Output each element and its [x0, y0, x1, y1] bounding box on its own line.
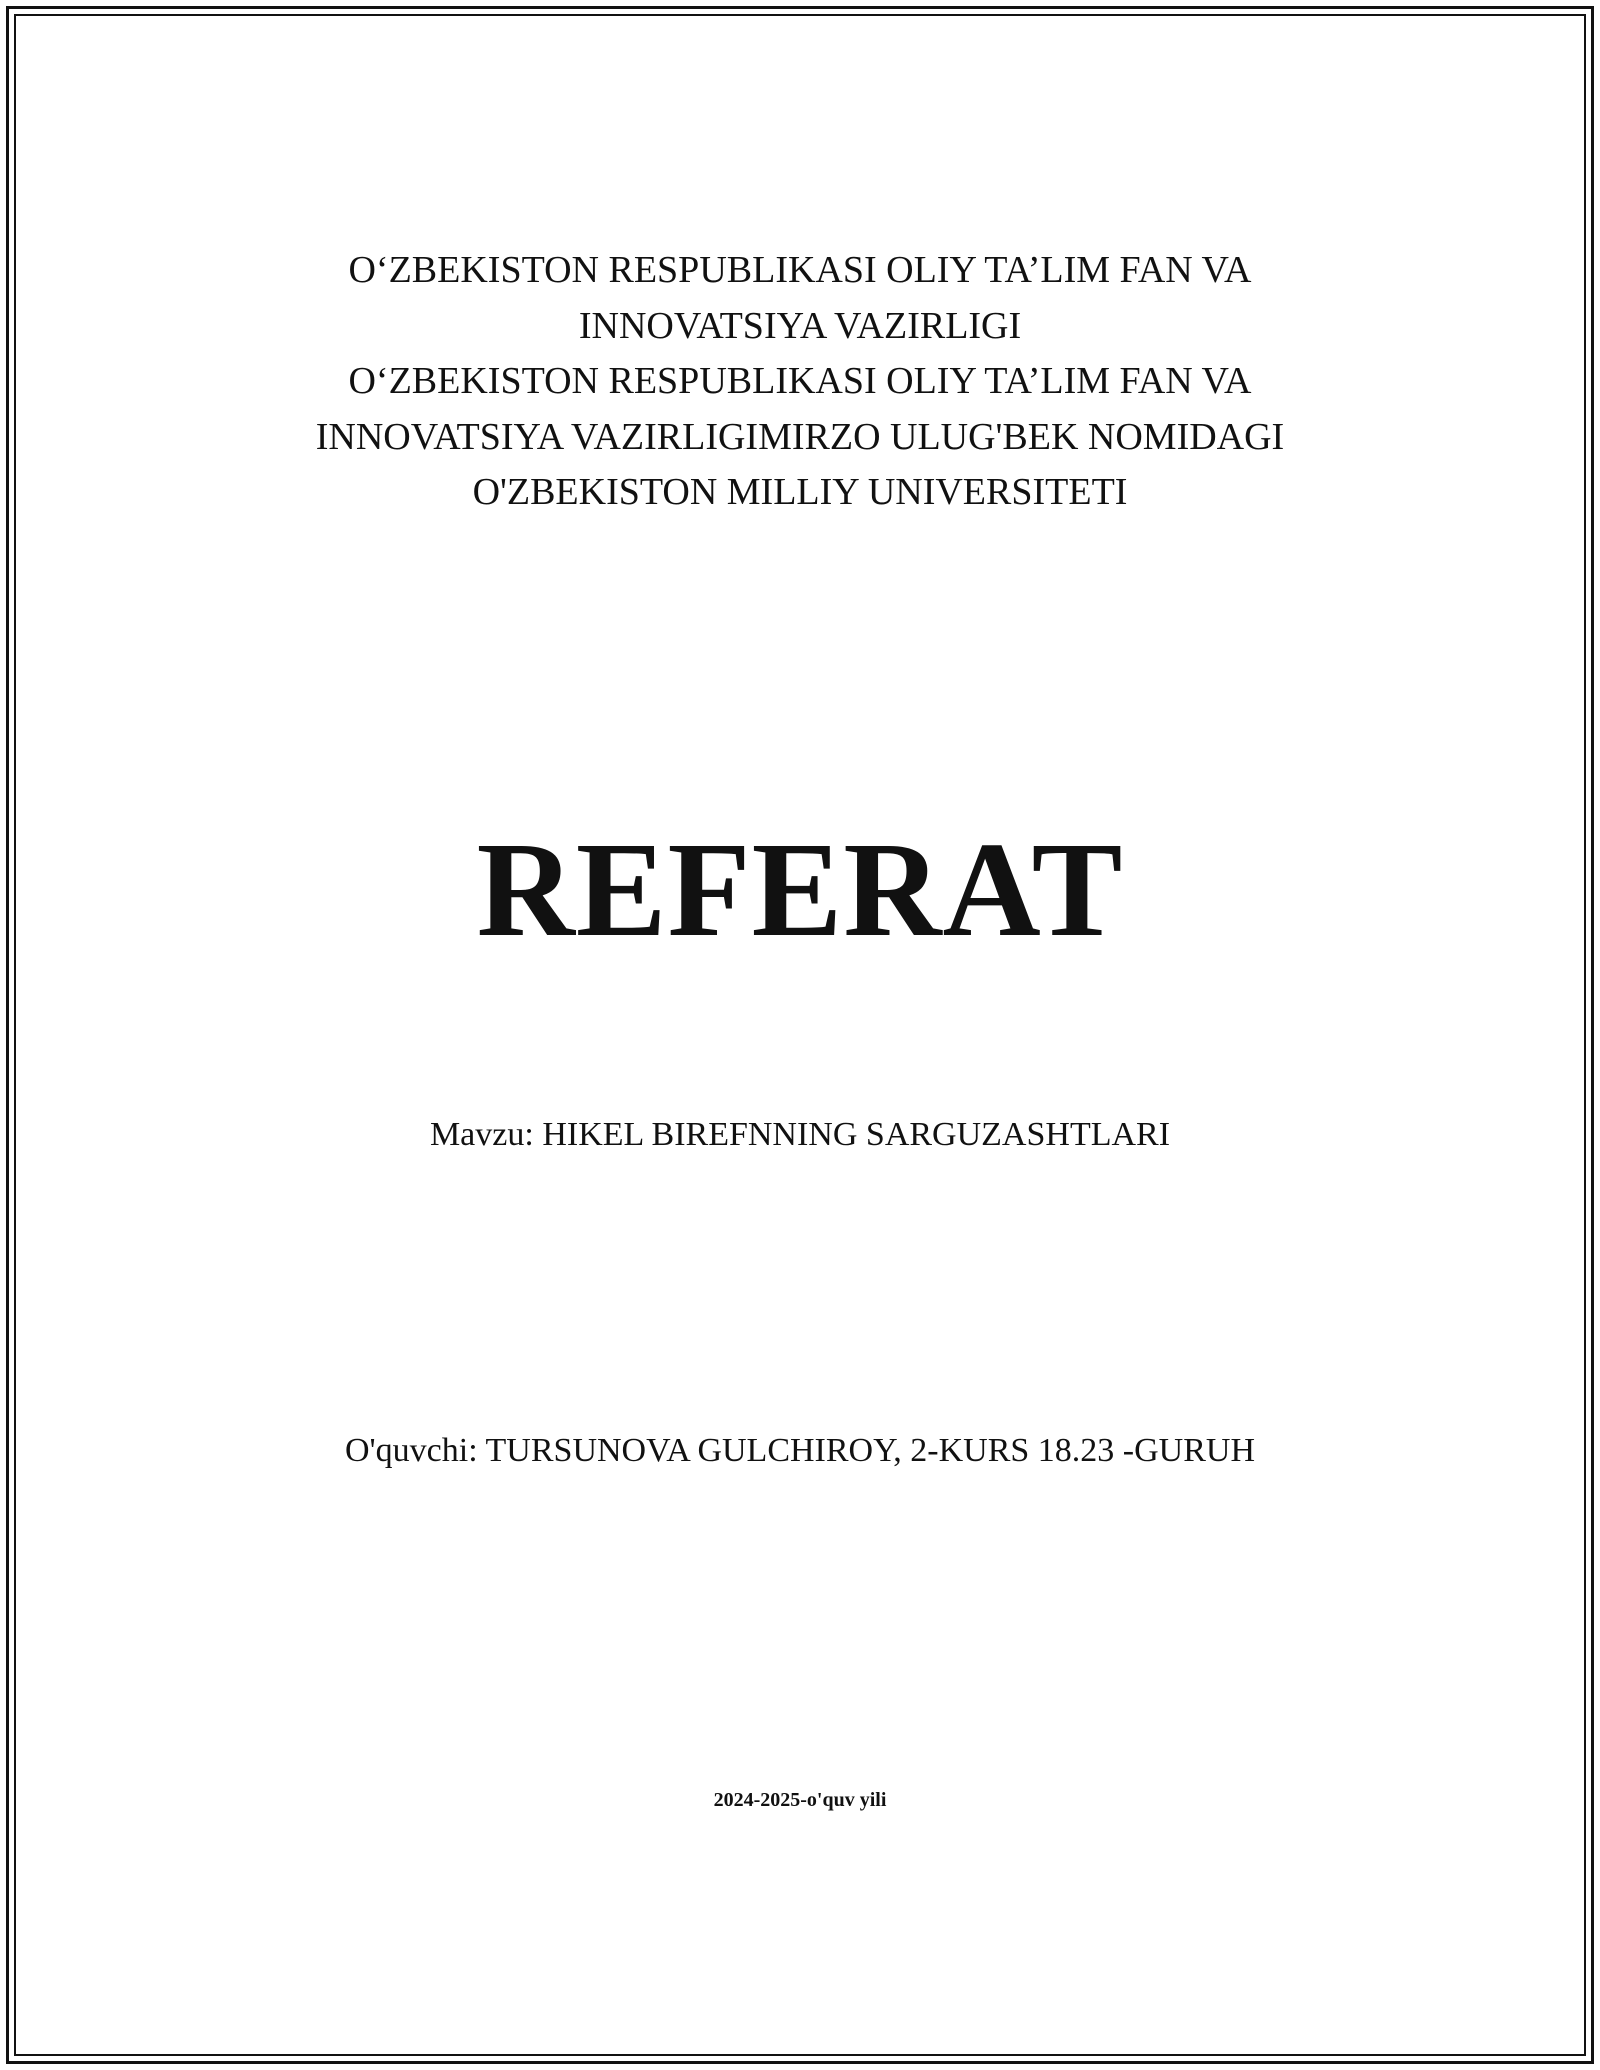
institution-header [0, 243, 1600, 521]
header-line: O'ZBEKISTON MILLIY UNIVERSITETI [472, 471, 1128, 513]
header-line: O‘ZBEKISTON RESPUBLIKASI OLIY TA’LIM FAN VA [348, 249, 1252, 291]
header-line: O‘ZBEKISTON RESPUBLIKASI OLIY TA’LIM FAN VA [348, 360, 1252, 402]
student-line: O'quvchi: TURSUNOVA GULCHIROY, 2-KURS 18.23 -GURUH [344, 1432, 1256, 1469]
document-title: REFERAT [476, 815, 1124, 965]
topic-line: Mavzu: HIKEL BIREFNNING SARGUZASHTLARI [429, 1116, 1171, 1153]
header-line: INNOVATSIYA VAZIRLIGI [578, 304, 1022, 347]
academic-year: 2024-2025-o'quv yili [713, 1789, 887, 1811]
header-line: INNOVATSIYA VAZIRLIGIMIRZO ULUG'BEK NOMIDAGI [315, 415, 1285, 458]
